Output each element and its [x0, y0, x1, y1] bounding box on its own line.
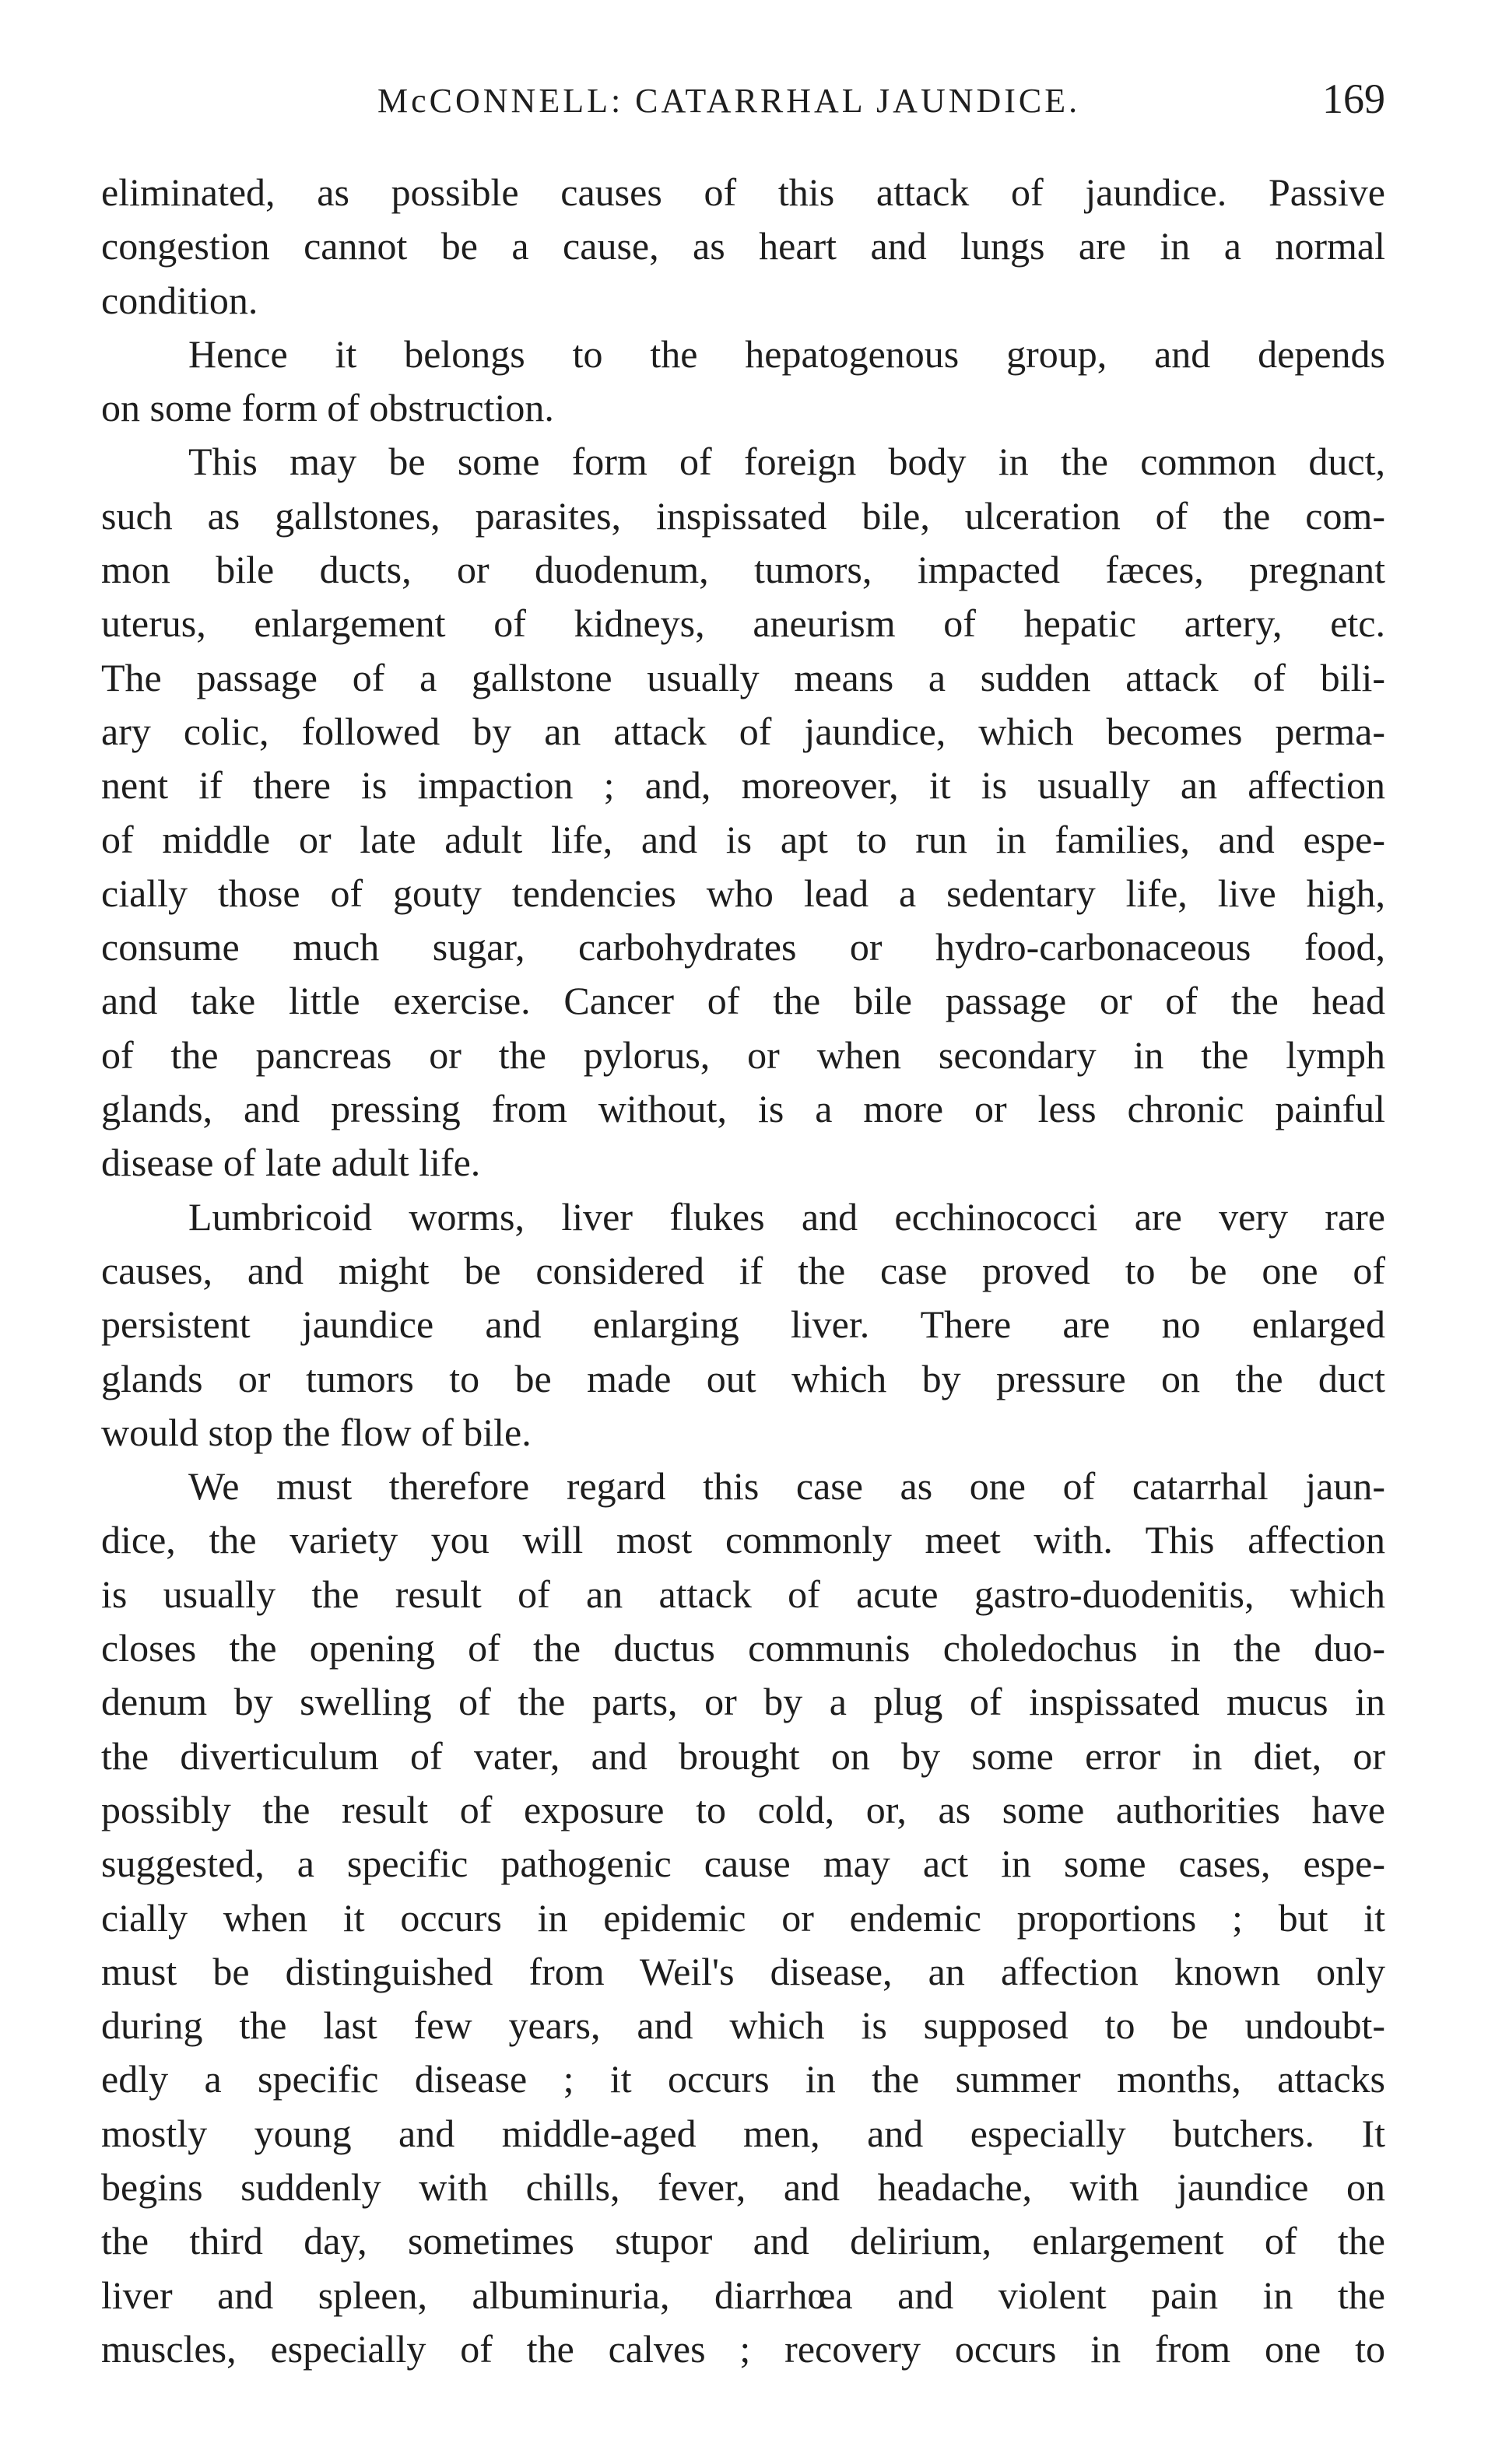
text-line: Hence it belongs to the hepatogenous group, and depends: [188, 331, 1385, 376]
text-line: This may be some form of foreign body in the common duct,: [188, 440, 1385, 484]
text-line: ary colic, followed by an attack of jaundice, which becomes perma-: [101, 709, 1385, 753]
text-line: nent if there is impaction ; and, moreover, it is usually an affection: [101, 763, 1385, 808]
text-line: the third day, sometimes stupor and delirium, enlargement of the: [101, 2219, 1385, 2263]
text-line: must be distinguished from Weil's disease, an affection known only: [101, 1949, 1385, 1993]
text-line: Lumbricoid worms, liver flukes and ecchinococci are very rare: [188, 1194, 1385, 1239]
text-line: glands or tumors to be made out which by pressure on the duct: [101, 1356, 1385, 1400]
body-text: [101, 166, 1385, 2376]
text-line: We must therefore regard this case as one of catarrhal jaun-: [188, 1464, 1385, 1509]
text-line: causes, and might be considered if the case proved to be one of: [101, 1248, 1385, 1292]
text-line: disease of late adult life.: [101, 1141, 481, 1185]
text-line: eliminated, as possible causes of this attack of jaundice. Passive: [101, 170, 1385, 214]
text-line: denum by swelling of the parts, or by a plug of inspissated mucus in: [101, 1680, 1385, 1724]
text-line: closes the opening of the ductus communis choledochus in the duo-: [101, 1626, 1385, 1670]
text-line: condition.: [101, 278, 258, 322]
text-line: muscles, especially of the calves ; recovery occurs in from one to: [101, 2326, 1385, 2371]
text-line: of the pancreas or the pylorus, or when secondary in the lymph: [101, 1032, 1385, 1077]
text-line: during the last few years, and which is supposed to be undoubt-: [101, 2003, 1385, 2048]
text-line: The passage of a gallstone usually means a sudden attack of bili-: [101, 655, 1385, 699]
text-line: cially those of gouty tendencies who lead a sedentary life, live high,: [101, 871, 1385, 915]
text-line: such as gallstones, parasites, inspissated bile, ulceration of the com-: [101, 493, 1385, 538]
text-line: congestion cannot be a cause, as heart and lungs are in a normal: [101, 224, 1385, 268]
text-line: mon bile ducts, or duodenum, tumors, impacted fæces, pregnant: [101, 548, 1385, 592]
text-line: persistent jaundice and enlarging liver. There are no enlarged: [101, 1302, 1385, 1347]
text-line: consume much sugar, carbohydrates or hydro-carbonaceous food,: [101, 925, 1385, 969]
text-line: dice, the variety you will most commonly meet with. This affection: [101, 1518, 1385, 1562]
text-line: liver and spleen, albuminuria, diarrhœa and violent pain in the: [101, 2273, 1385, 2317]
running-head: [101, 75, 1385, 137]
text-line: of middle or late adult life, and is apt to run in families, and espe-: [101, 817, 1385, 861]
text-line: and take little exercise. Cancer of the bile passage or of the head: [101, 979, 1385, 1023]
text-line: uterus, enlargement of kidneys, aneurism of hepatic artery, etc.: [101, 601, 1385, 646]
text-line: glands, and pressing from without, is a more or less chronic painful: [101, 1087, 1385, 1131]
running-title: McCONNELL: CATARRHAL JAUNDICE.: [377, 82, 1081, 120]
text-line: is usually the result of an attack of acute gastro-duodenitis, which: [101, 1572, 1385, 1616]
page-number: 169: [1322, 75, 1385, 122]
text-line: cially when it occurs in epidemic or endemic proportions ; but it: [101, 1895, 1385, 1940]
text-line: would stop the flow of bile.: [101, 1410, 532, 1454]
text-line: suggested, a specific pathogenic cause may act in some cases, espe-: [101, 1842, 1385, 1886]
text-line: the diverticulum of vater, and brought on by some error in diet, or: [101, 1733, 1385, 1778]
text-line: possibly the result of exposure to cold, or, as some authorities have: [101, 1787, 1385, 1831]
text-line: mostly young and middle-aged men, and especially butchers. It: [101, 2111, 1385, 2155]
text-line: begins suddenly with chills, fever, and headache, with jaundice on: [101, 2164, 1385, 2209]
text-line: on some form of obstruction.: [101, 386, 554, 430]
text-line: edly a specific disease ; it occurs in the summer months, attacks: [101, 2057, 1385, 2101]
